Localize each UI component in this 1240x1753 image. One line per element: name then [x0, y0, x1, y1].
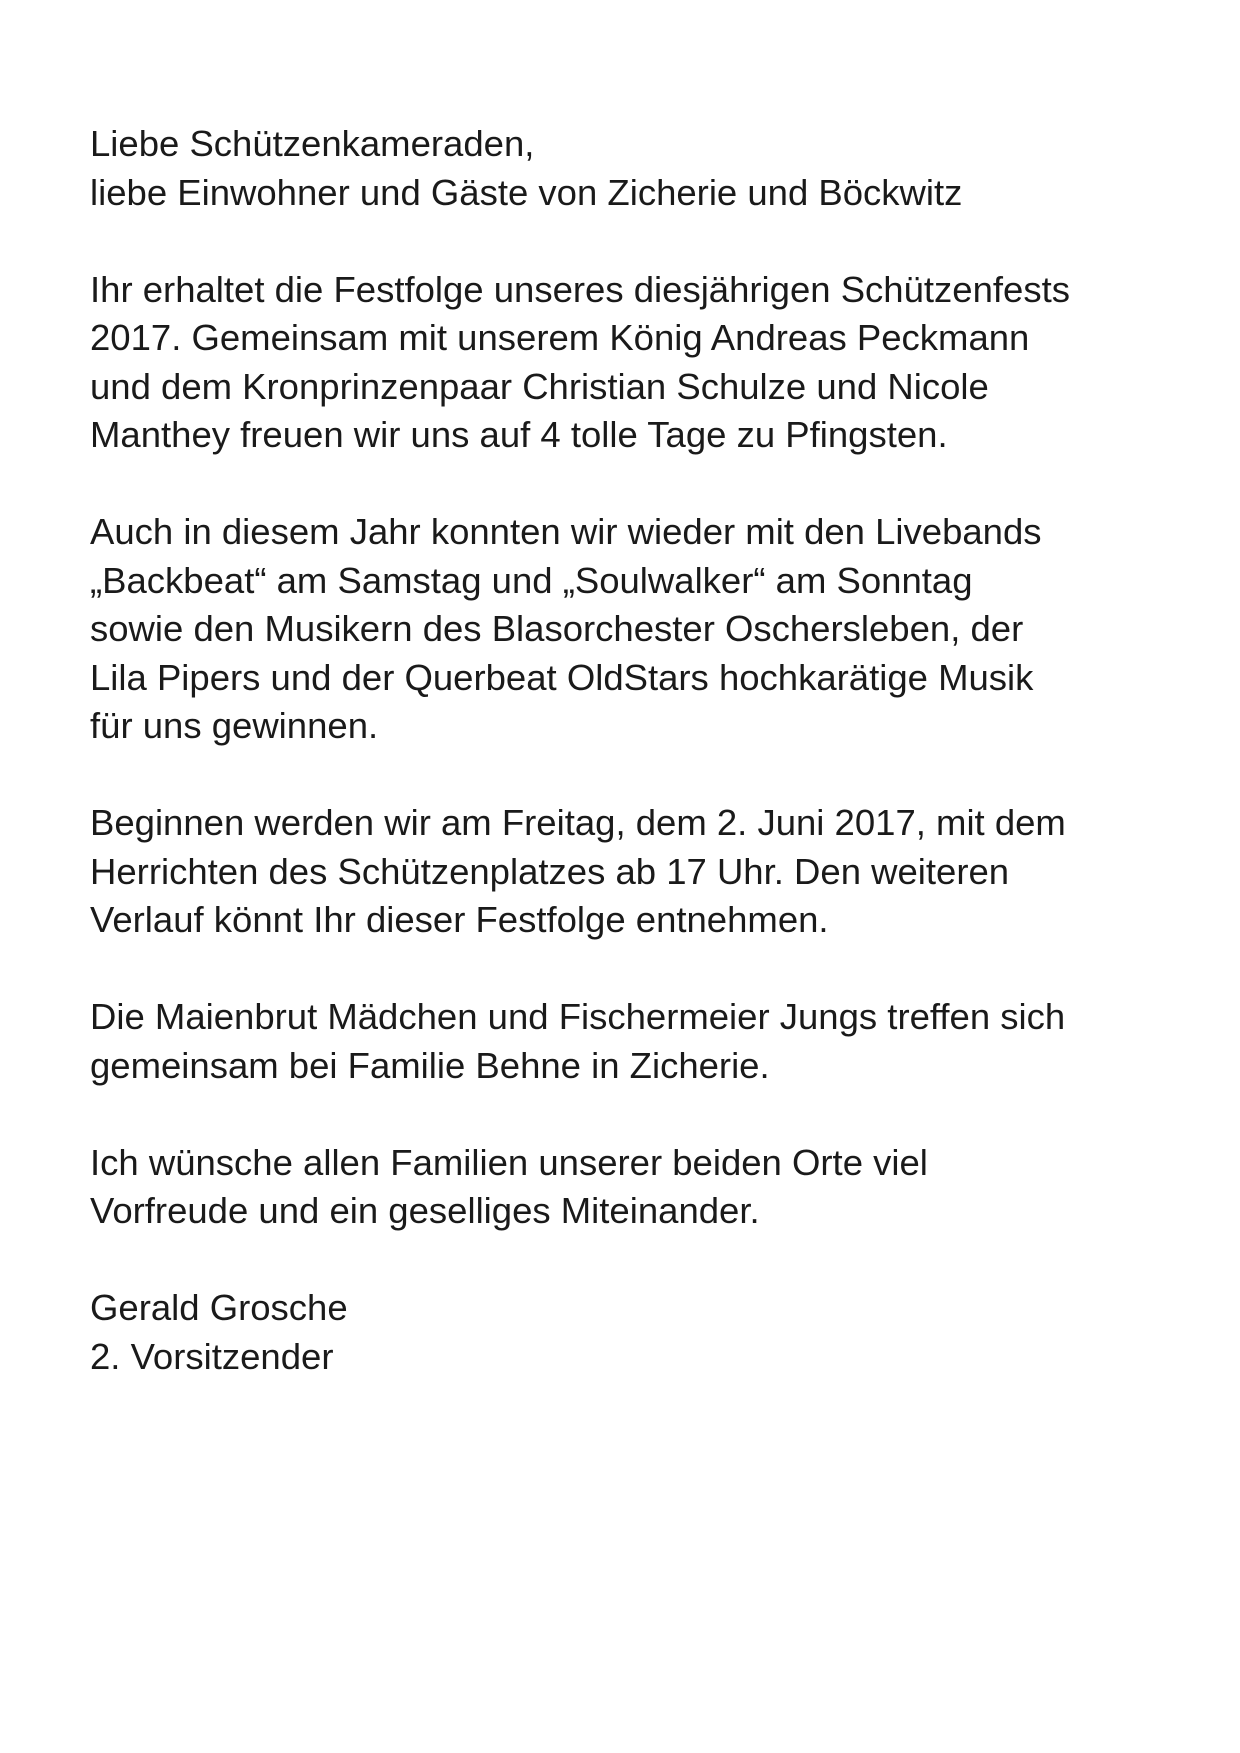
paragraph-line: Ihr erhaltet die Festfolge unseres diesjährigen Schützenfests [90, 268, 1070, 310]
letter-body [90, 120, 1170, 1430]
paragraph-line: Die Maienbrut Mädchen und Fischermeier Jungs treffen sich [90, 996, 1066, 1037]
meeting-paragraph [90, 993, 1170, 1090]
greeting [90, 120, 1170, 217]
greeting-line: Liebe Schützenkameraden, [90, 123, 535, 164]
signature-block [90, 1284, 1170, 1381]
paragraph-line: Auch in diesem Jahr konnten wir wieder mit den Livebands [90, 511, 1042, 552]
paragraph-line: gemeinsam bei Familie Behne in Zicherie. [90, 1044, 770, 1086]
intro-paragraph [90, 266, 1170, 460]
signature-title: 2. Vorsitzender [90, 1335, 334, 1377]
paragraph-line: Herrichten des Schützenplatzes ab 17 Uhr. Den weiteren [90, 850, 1010, 892]
paragraph-line: 2017. Gemeinsam mit unserem König Andreas Peckmann [90, 317, 1030, 358]
paragraph-line: Ich wünsche allen Familien unserer beiden Orte viel [90, 1141, 928, 1183]
paragraph-line: und dem Kronprinzenpaar Christian Schulze und Nicole [90, 365, 989, 407]
paragraph-line: Lila Pipers und der Querbeat OldStars hochkarätige Musik [90, 656, 1034, 698]
paragraph-line: „Backbeat“ am Samstag und „Soulwalker“ am Sonntag [90, 559, 973, 601]
schedule-paragraph [90, 799, 1170, 945]
paragraph-line: Beginnen werden wir am Freitag, dem 2. Juni 2017, mit dem [90, 802, 1066, 843]
music-paragraph [90, 508, 1170, 751]
paragraph-line: Verlauf könnt Ihr dieser Festfolge entnehmen. [90, 899, 829, 940]
signature-name: Gerald Grosche [90, 1287, 348, 1328]
paragraph-line: Vorfreude und ein geselliges Miteinander. [90, 1190, 760, 1231]
greeting-line: liebe Einwohner und Gäste von Zicherie und Böckwitz [90, 171, 963, 213]
wishes-paragraph [90, 1139, 1170, 1236]
paragraph-line: Manthey freuen wir uns auf 4 tolle Tage zu Pfingsten. [90, 414, 948, 455]
paragraph-line: sowie den Musikern des Blasorchester Oschersleben, der [90, 608, 1024, 649]
paragraph-line: für uns gewinnen. [90, 705, 379, 746]
